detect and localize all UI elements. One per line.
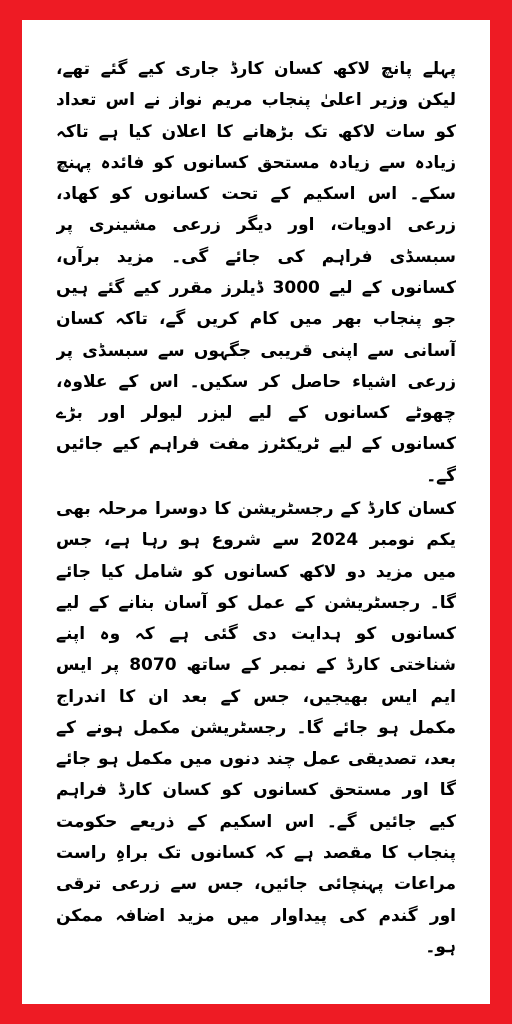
- paragraph-registration-phase-two: کسان کارڈ کے رجسٹریشن کا دوسرا مرحلہ بھی یکم نومبر 2024 سے شروع ہو رہا ہے، جس میں مزید دو لاکھ کسانوں کو شامل کیا جائے گا۔ رجسٹریشن کے عمل کو آسان بنانے کے لیے کسانوں کو ہدایت دی گئی ہے کہ وہ اپنے شناختی کارڈ کے نمبر کے ساتھ 8070 پر ایس ایم ایس بھیجیں، جس کے بعد ان کا اندراج مکمل ہو جائے گا۔ رجسٹریشن مکمل ہونے کے بعد، تصدیقی عمل چند دنوں میں مکمل ہو جائے گا اور مستحق کسانوں کو کسان کارڈ فراہم کیے جائیں گے۔ اس اسکیم کے ذریعے حکومت پنجاب کا مقصد ہے کہ کسانوں تک براہِ راست مراعات پہنچائی جائیں، جس سے زرعی ترقی اور گندم کی پیداوار میں مزید اضافہ ممکن ہو۔: [56, 498, 456, 957]
- paragraph-kissan-card-subsidy: پہلے پانچ لاکھ کسان کارڈ جاری کیے گئے تھے، لیکن وزیر اعلیٰ پنجاب مریم نواز نے اس تعداد کو سات لاکھ تک بڑھانے کا اعلان کیا ہے تاکہ زیادہ سے زیادہ مستحق کسانوں کو فائدہ پہنچ سکے۔ اس اسکیم کے تحت کسانوں کو کھاد، زرعی ادویات، اور دیگر زرعی مشینری پر سبسڈی فراہم کی جائے گی۔ مزید برآں، کسانوں کے لیے 3000 ڈیلرز مقرر کیے گئے ہیں جو پنجاب بھر میں کام کریں گے، تاکہ کسان آسانی سے اپنی قریبی جگہوں سے سبسڈی پر زرعی اشیاء حاصل کر سکیں۔ اس کے علاوہ، چھوٹے کسانوں کے لیے لیزر لیولر اور بڑے کسانوں کے لیے ٹریکٹرز مفت فراہم کیے جائیں گے۔: [56, 59, 456, 486]
- article-body: [56, 54, 456, 970]
